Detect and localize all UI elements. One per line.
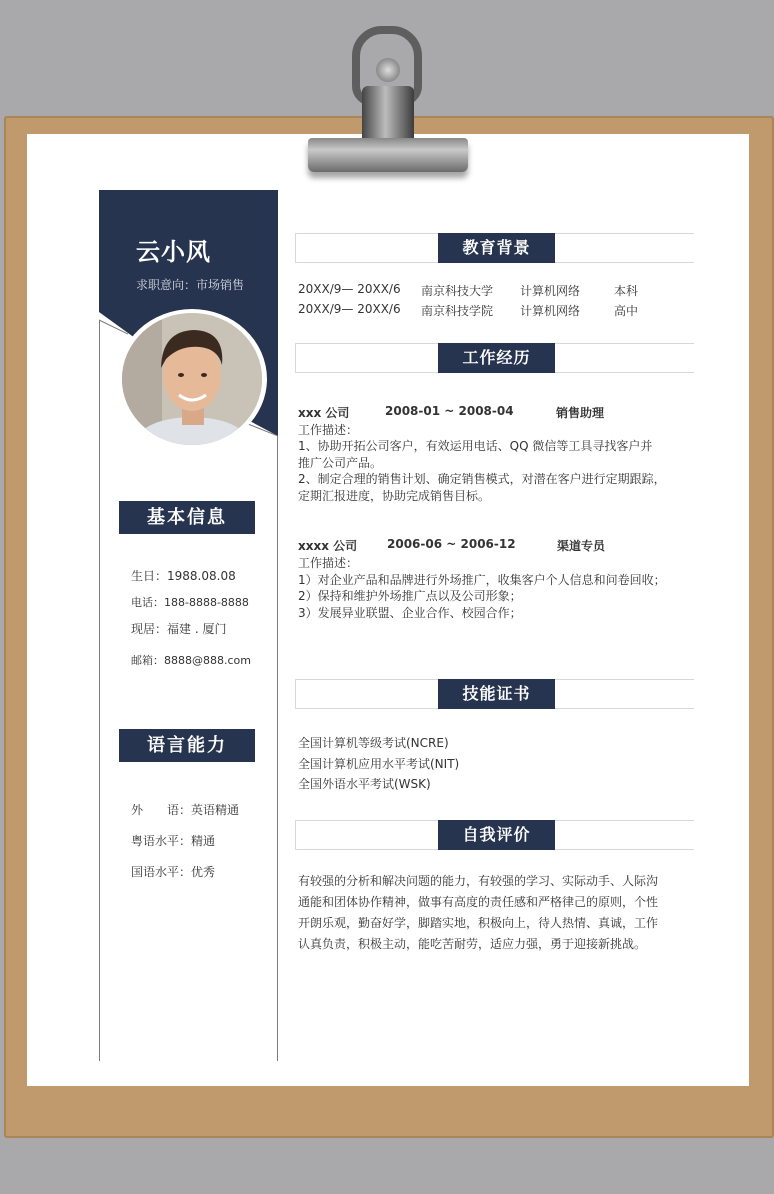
skill-item: 全国计算机等级考试(NCRE) [298, 736, 449, 750]
education-heading: 教育背景 [438, 233, 555, 263]
phone: 电话：188-8888-8888 [131, 596, 249, 609]
self-eval-line: 通能和团体协作精神，做事有高度的责任感和严格律己的原则，个性 [298, 895, 659, 909]
self-eval-line: 开朗乐观，勤奋好学，脚踏实地，积极向上，待人热情、真诚，工作 [298, 916, 659, 930]
job-period: 2008-01 ~ 2008-04 [385, 404, 514, 418]
job-company: xxxx 公司 [298, 539, 358, 553]
edu-major: 计算机网络 [520, 284, 581, 298]
job-desc-line: 1）对企业产品和品牌进行外场推广，收集客户个人信息和问卷回收； [298, 573, 666, 587]
job-desc-line: 推广公司产品。 [298, 456, 383, 470]
job-desc-label: 工作描述： [298, 423, 359, 437]
birthday: 生日：1988.08.08 [131, 569, 236, 583]
job-role: 销售助理 [556, 406, 605, 420]
job-intent: 求职意向：市场销售 [136, 278, 245, 292]
basic-info-heading: 基本信息 [119, 501, 255, 534]
skills-heading: 技能证书 [438, 679, 555, 709]
avatar [122, 313, 262, 445]
edu-degree: 本科 [614, 284, 639, 298]
language-row: 国语水平：优秀 [131, 865, 216, 879]
edu-school: 南京科技学院 [421, 304, 494, 318]
job-desc-line: 定期汇报进度，协助完成销售目标。 [298, 489, 491, 503]
job-company: xxx 公司 [298, 406, 350, 420]
self-eval-line: 有较强的分析和解决问题的能力，有较强的学习、实际动手、人际沟 [298, 874, 659, 888]
skill-item: 全国计算机应用水平考试(NIT) [298, 757, 460, 771]
job-desc-line: 2）保持和维护外场推广点以及公司形象； [298, 589, 522, 603]
edu-major: 计算机网络 [520, 304, 581, 318]
skill-item: 全国外语水平考试(WSK) [298, 777, 431, 791]
job-period: 2006-06 ~ 2006-12 [387, 537, 516, 551]
job-desc-line: 3）发展异业联盟、企业合作、校园合作； [298, 606, 522, 620]
self-eval-heading: 自我评价 [438, 820, 555, 850]
job-desc-line: 2、制定合理的销售计划、确定销售模式，对潜在客户进行定期跟踪， [298, 472, 666, 486]
language-row: 粤语水平：精通 [131, 834, 216, 848]
job-desc-line: 1、协助开拓公司客户，有效运用电话、QQ 微信等工具寻找客户并 [298, 439, 653, 453]
work-heading: 工作经历 [438, 343, 555, 373]
location: 现居：福建 . 厦门 [131, 622, 227, 636]
email: 邮箱：8888@888.com [131, 654, 251, 667]
language-row: 外 语：英语精通 [131, 803, 240, 817]
edu-degree: 高中 [614, 304, 639, 318]
edu-period: 20XX/9— 20XX/6 [298, 282, 401, 296]
job-desc-label: 工作描述： [298, 556, 359, 570]
profile-name: 云小风 [136, 238, 211, 266]
self-eval-line: 认真负责，积极主动，能吃苦耐劳，适应力强，勇于迎接新挑战。 [298, 937, 647, 951]
language-heading: 语言能力 [119, 729, 255, 762]
edu-period: 20XX/9— 20XX/6 [298, 302, 401, 316]
job-role: 渠道专员 [557, 539, 606, 553]
edu-school: 南京科技大学 [421, 284, 494, 298]
